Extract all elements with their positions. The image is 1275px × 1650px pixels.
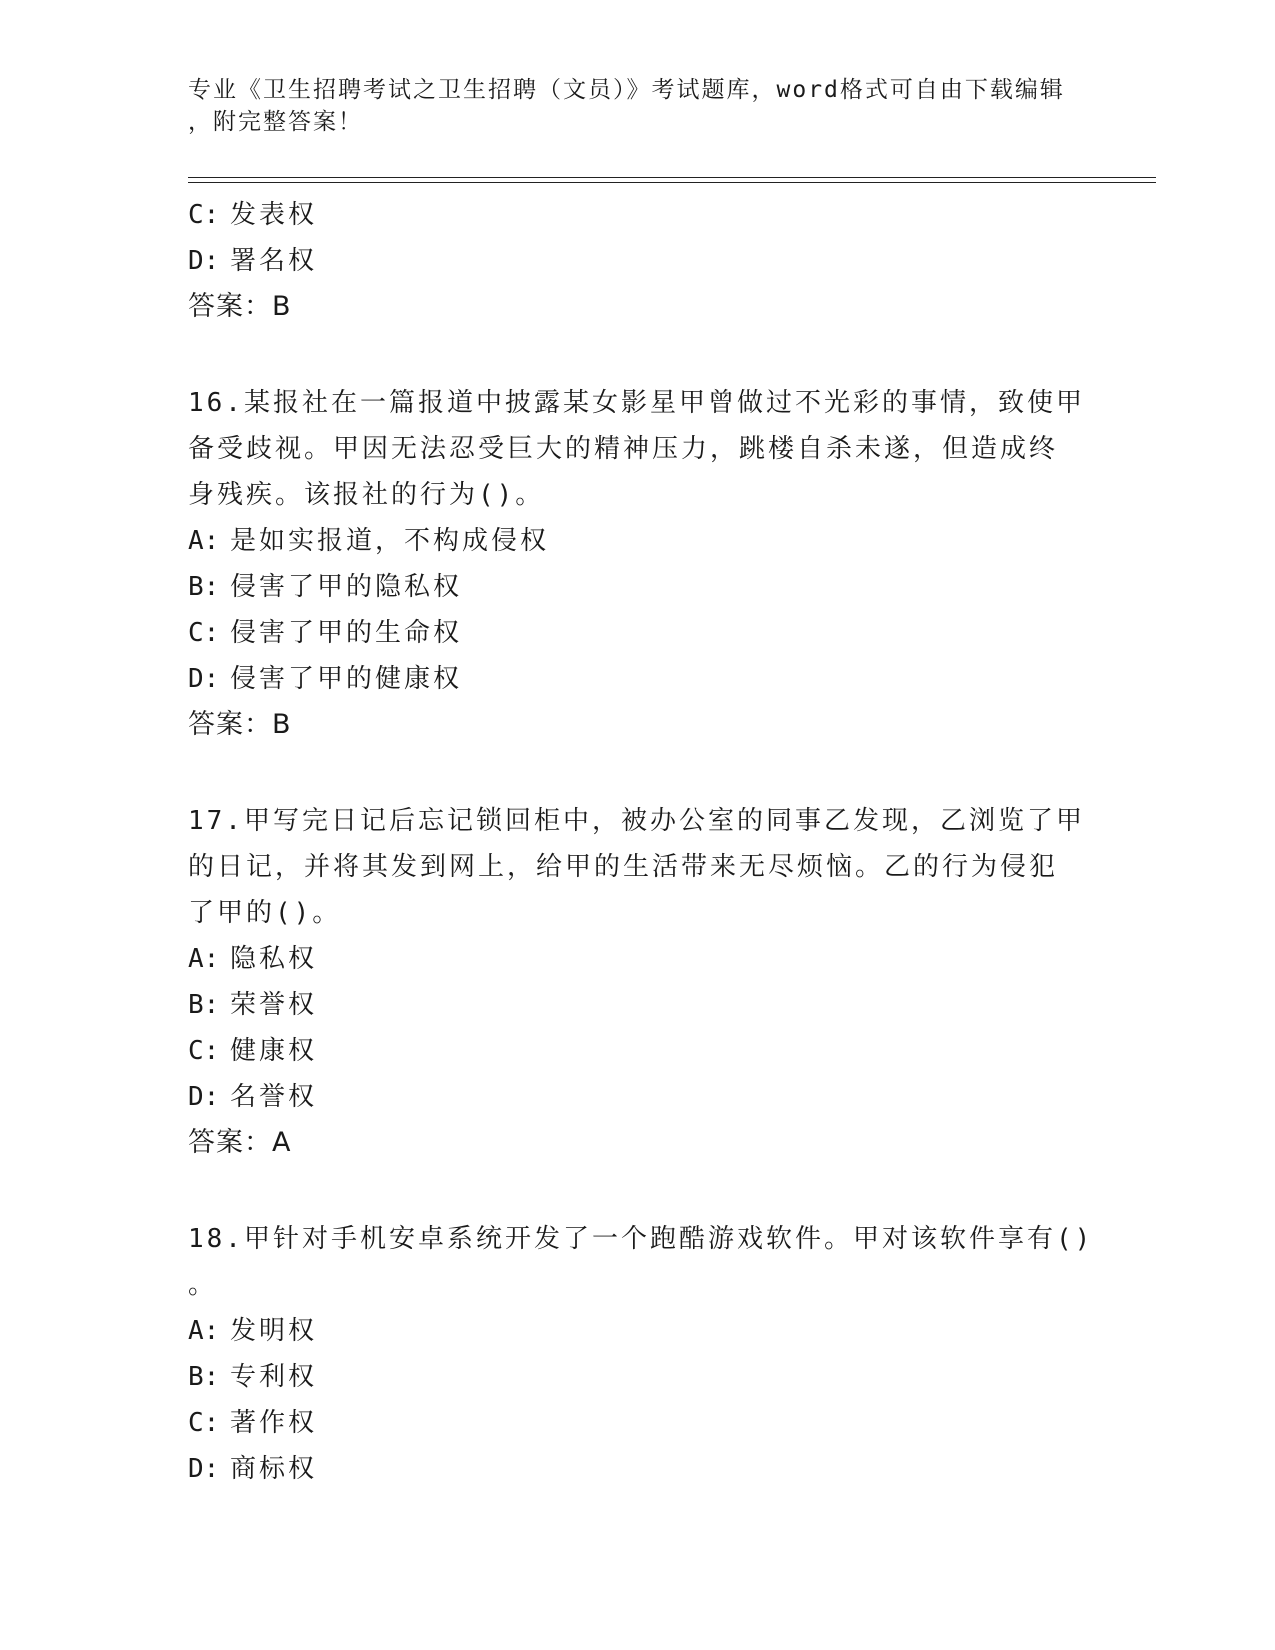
question-list [188, 192, 1108, 1492]
option-row [188, 1446, 1108, 1492]
option-letter: B: [188, 990, 220, 1020]
option-letter: A: [188, 526, 220, 556]
option-letter: C: [188, 1408, 220, 1438]
question-line: 备受歧视。甲因无法忍受巨大的精神压力，跳楼自杀未遂，但造成终 [188, 434, 1059, 464]
option-row [188, 936, 1108, 982]
option-letter: B: [188, 1362, 220, 1392]
option-text: 专利权 [230, 1362, 318, 1392]
option-row [188, 1308, 1108, 1354]
question-line: 16.某报社在一篇报道中披露某女影星甲曾做过不光彩的事情，致使甲 [188, 388, 1085, 418]
option-text: 是如实报道，不构成侵权 [230, 526, 550, 556]
option-row [188, 610, 1108, 656]
option-text: 发表权 [230, 200, 318, 230]
option-text: 荣誉权 [230, 990, 318, 1020]
option-text: 著作权 [230, 1408, 318, 1438]
option-row [188, 656, 1108, 702]
option-row [188, 238, 1108, 284]
option-letter: A: [188, 1316, 220, 1346]
option-letter: C: [188, 618, 220, 648]
option-text: 侵害了甲的健康权 [230, 664, 463, 694]
question-line: 17.甲写完日记后忘记锁回柜中，被办公室的同事乙发现，乙浏览了甲 [188, 806, 1085, 836]
option-row [188, 1074, 1108, 1120]
option-row [188, 518, 1108, 564]
question-17-stem [188, 798, 1108, 936]
option-text: 发明权 [230, 1316, 318, 1346]
option-letter: D: [188, 1082, 220, 1112]
option-row [188, 564, 1108, 610]
answer-line: 答案：B [188, 709, 292, 740]
option-letter: D: [188, 246, 220, 276]
option-text: 隐私权 [230, 944, 318, 974]
option-letter: D: [188, 664, 220, 694]
document-header [188, 74, 1068, 138]
question-18-stem [188, 1216, 1108, 1308]
question-line: 18.甲针对手机安卓系统开发了一个跑酷游戏软件。甲对该软件享有() [188, 1224, 1094, 1254]
option-text: 名誉权 [230, 1082, 318, 1112]
option-row [188, 192, 1108, 238]
header-rule-bottom [188, 182, 1156, 183]
option-text: 署名权 [230, 246, 318, 276]
option-text: 健康权 [230, 1036, 318, 1066]
question-line: 了甲的()。 [188, 898, 342, 928]
answer-line: 答案：B [188, 291, 292, 322]
option-row [188, 1028, 1108, 1074]
option-letter: C: [188, 200, 220, 230]
answer-line: 答案：A [188, 1127, 292, 1158]
header-line-2: ，附完整答案！ [188, 109, 363, 135]
question-16-stem [188, 380, 1108, 518]
option-letter: C: [188, 1036, 220, 1066]
option-text: 侵害了甲的隐私权 [230, 572, 463, 602]
question-line: 。 [188, 1270, 218, 1300]
option-text: 侵害了甲的生命权 [230, 618, 463, 648]
question-line: 的日记，并将其发到网上，给甲的生活带来无尽烦恼。乙的行为侵犯 [188, 852, 1059, 882]
option-letter: B: [188, 572, 220, 602]
header-rule-top [188, 177, 1156, 178]
option-text: 商标权 [230, 1454, 318, 1484]
option-row [188, 1400, 1108, 1446]
option-letter: A: [188, 944, 220, 974]
option-row [188, 1354, 1108, 1400]
question-line: 身残疾。该报社的行为()。 [188, 480, 545, 510]
option-row [188, 982, 1108, 1028]
header-line-1: 专业《卫生招聘考试之卫生招聘（文员）》考试题库，word格式可自由下载编辑 [188, 77, 1065, 103]
option-letter: D: [188, 1454, 220, 1484]
